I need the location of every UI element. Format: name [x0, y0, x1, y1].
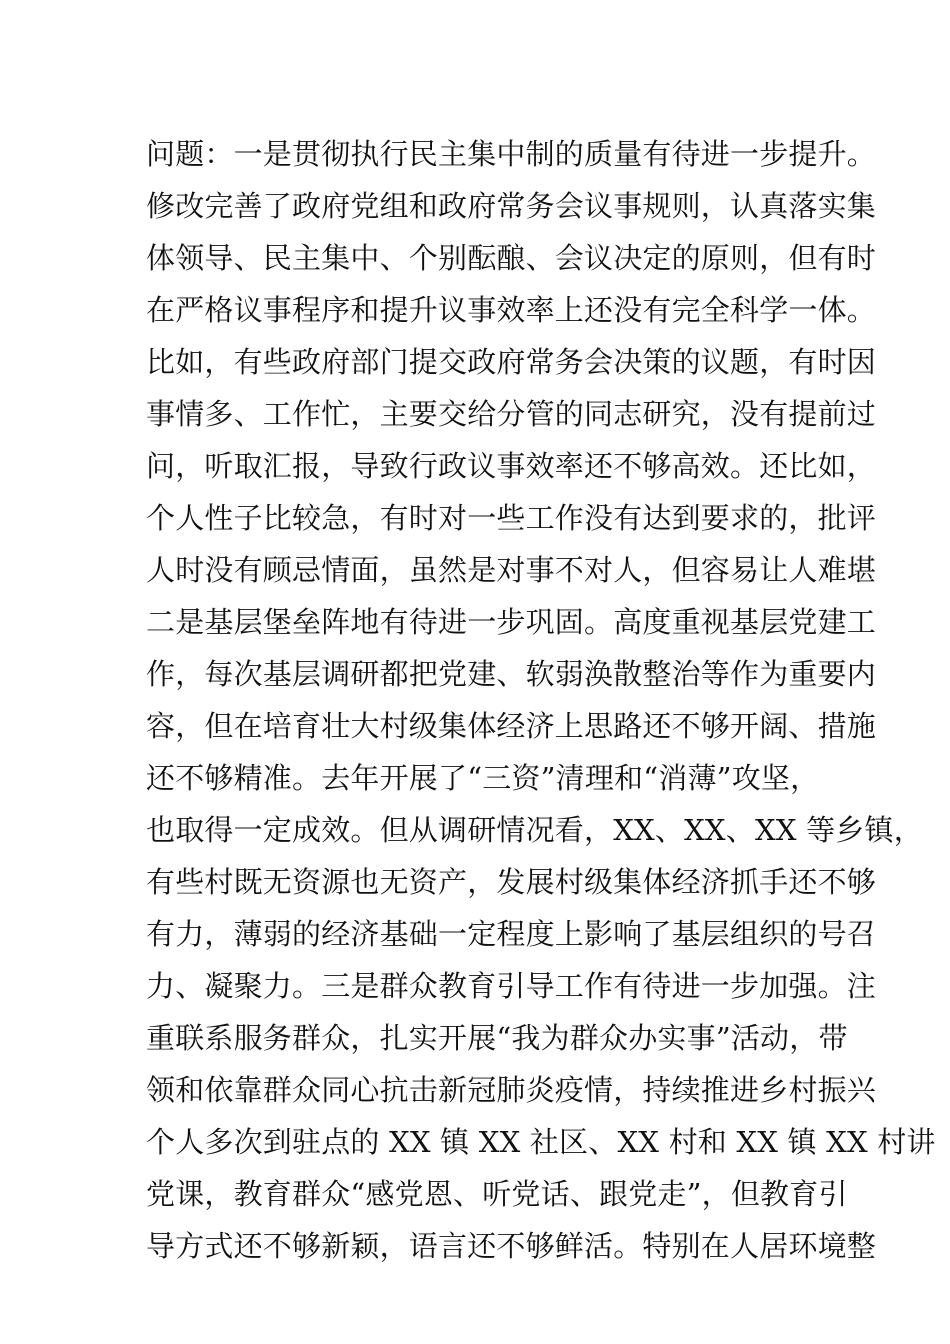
text-line: 还不够精准。去年开展了“三资”清理和“消薄”攻坚， — [146, 761, 820, 795]
text-line: 在严格议事程序和提升议事效率上还没有完全科学一体。 — [146, 293, 877, 327]
text-line: 作，每次基层调研都把党建、软弱涣散整治等作为重要内 — [146, 657, 877, 691]
text-line: 重联系服务群众，扎实开展“我为群众办实事”活动，带 — [146, 1021, 848, 1055]
text-line: 比如，有些政府部门提交政府常务会决策的议题，有时因 — [146, 345, 877, 379]
body-text — [146, 128, 936, 1272]
text-line: 事情多、工作忙，主要交给分管的同志研究，没有提前过 — [146, 397, 877, 431]
text-line: 问题：一是贯彻执行民主集中制的质量有待进一步提升。 — [146, 137, 877, 171]
text-line: 党课，教育群众“感党恩、听党话、跟党走”，但教育引 — [146, 1177, 848, 1211]
text-line: 导方式还不够新颖，语言还不够鲜活。特别在人居环境整 — [146, 1229, 877, 1263]
text-line: 也取得一定成效。但从调研情况看，XX、XX、XX 等乡镇， — [146, 813, 923, 847]
text-line: 领和依靠群众同心抗击新冠肺炎疫情，持续推进乡村振兴 — [146, 1073, 877, 1107]
text-line: 人时没有顾忌情面，虽然是对事不对人，但容易让人难堪 — [146, 553, 877, 587]
text-line: 修改完善了政府党组和政府常务会议事规则，认真落实集 — [146, 189, 877, 223]
text-line: 二是基层堡垒阵地有待进一步巩固。高度重视基层党建工 — [146, 605, 877, 639]
text-line: 力、凝聚力。三是群众教育引导工作有待进一步加强。注 — [146, 969, 877, 1003]
text-line: 有些村既无资源也无资产，发展村级集体经济抓手还不够 — [146, 865, 877, 899]
text-line: 个人性子比较急，有时对一些工作没有达到要求的，批评 — [146, 501, 877, 535]
text-line: 体领导、民主集中、个别酝酿、会议决定的原则，但有时 — [146, 241, 877, 275]
text-line: 问，听取汇报，导致行政议事效率还不够高效。还比如， — [146, 449, 877, 483]
text-line: 有力，薄弱的经济基础一定程度上影响了基层组织的号召 — [146, 917, 877, 951]
text-line: 个人多次到驻点的 XX 镇 XX 社区、XX 村和 XX 镇 XX 村讲 — [146, 1125, 936, 1159]
text-line: 容，但在培育壮大村级集体经济上思路还不够开阔、措施 — [146, 709, 877, 743]
